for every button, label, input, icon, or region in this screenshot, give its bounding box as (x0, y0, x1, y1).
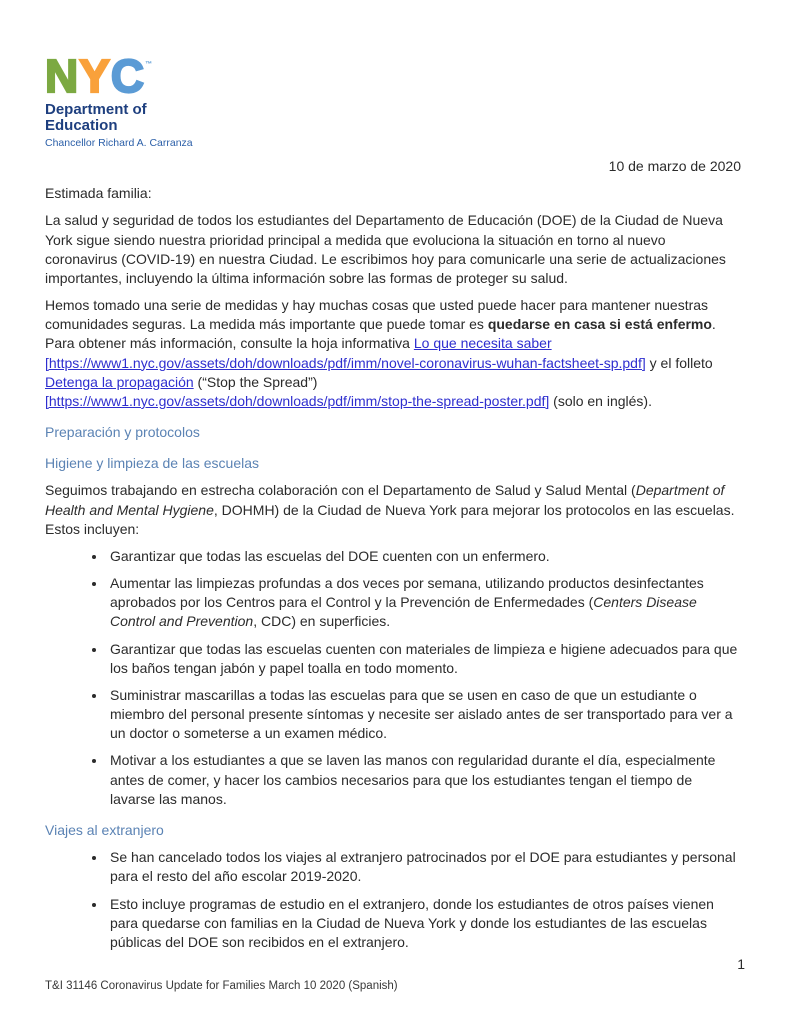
paragraph-collaboration (45, 481, 741, 539)
nyc-doe-logo (45, 0, 741, 149)
text-run: Aumentar las limpiezas profundas a dos veces por semana, utilizando productos desinfectantes aprobados por los Centros para el Control y la Prevención de Enfermedades ( (110, 575, 704, 611)
logo-letter-n: N (45, 50, 80, 102)
logo-letter-c: C (110, 50, 146, 102)
letter-date: 10 de marzo de 2020 (608, 158, 741, 174)
text-run: La salud y seguridad de todos los estudiantes del Departamento de Educación (DOE) de la Ciudad de Nueva York sigue siendo nuestra prioridad principal a medida que evoluciona la situación en torno al nuevo coronavirus (COVID-19) en nuestra Ciudad. Le escribimos hoy para comunicarle una serie de actualizaciones importantes, incluyendo la última información sobre las formas de proteger su salud. (45, 212, 726, 286)
text-run: (“Stop the Spread”) (193, 373, 318, 390)
logo-dept-line1: Department of (45, 101, 147, 118)
nyc-logo-letters (45, 46, 741, 102)
list-item (107, 848, 741, 886)
footer-doc-id: T&I 31146 Coronavirus Update for Families March 10 2020 (Spanish) (45, 980, 398, 992)
text-run: quedarse en casa si está enfermo (487, 316, 712, 333)
text-run: Suministrar mascarillas a todas las escuelas para que se usen en caso de que un estudiante o miembro del personal presente síntomas y necesite ser aislado antes de ser transportado para ver a un doctor o someterse a un examen médico. (110, 686, 733, 742)
text-run: Se han cancelado todos los viajes al extranjero patrocinados por el DOE para estudiantes y personal para el resto del año escolar 2019-2020. (110, 849, 736, 885)
hyperlink[interactable]: [https://www1.nyc.gov/assets/doh/downloads/pdf/imm/novel-coronavirus-wuhan-factsheet-sp.pdf] (45, 354, 646, 371)
text-run: Garantizar que todas las escuelas del DOE cuenten con un enfermero. (110, 547, 550, 564)
logo-dept-line2: Education (45, 117, 118, 134)
text-run: . Para obtener más información, consulte la hoja informativa (45, 316, 716, 352)
paragraph-intro (45, 211, 741, 288)
logo-letter-y: Y (79, 50, 111, 102)
list-item (107, 547, 741, 566)
logo-chancellor-line: Chancellor Richard A. Carranza (45, 137, 193, 149)
text-run: Hemos tomado una serie de medidas y hay muchas cosas que usted puede hacer para mantener nuestras comunidades seguras. La medida más importante que puede tomar es (45, 297, 709, 333)
list-item (107, 574, 741, 632)
text-run: , DOHMH) de la Ciudad de Nueva York para mejorar los protocolos en las escuelas. Estos incluyen: (45, 501, 735, 537)
text-run: Esto incluye programas de estudio en el extranjero, donde los estudiantes de otros países vienen para quedarse con familias en la Ciudad de Nueva York y donde los estudiantes de las escuelas públicas del DOE son recibidos en el extranjero. (110, 895, 714, 950)
hyperlink[interactable]: Detenga la propagación (45, 373, 194, 390)
salutation: Estimada familia: (45, 185, 152, 202)
paragraph-measures (45, 296, 741, 411)
text-run: Centers Disease Control and Prevention (110, 594, 697, 630)
text-run: Motivar a los estudiantes a que se laven las manos con regularidad durante el día, especialmente antes de comer, y hacer los cambios necesarios para que los estudiantes tengan el tiempo de lavarse las manos. (110, 752, 716, 807)
list-item (107, 686, 741, 744)
text-run: Seguimos trabajando en estrecha colaboración con el Departamento de Salud y Salud Mental ( (45, 482, 636, 499)
list-item (107, 751, 741, 809)
section-heading-preparation: Preparación y protocolos (45, 424, 200, 441)
page-number: 1 (737, 956, 745, 972)
trademark-icon: ™ (145, 61, 153, 68)
travel-bullet-list (45, 848, 741, 952)
hyperlink[interactable]: Lo que necesita saber (413, 335, 552, 352)
text-run: Department of Health and Mental Hygiene (45, 482, 725, 518)
hyperlink[interactable]: [https://www1.nyc.gov/assets/doh/downloads/pdf/imm/stop-the-spread-poster.pdf] (45, 392, 550, 409)
list-item (107, 895, 741, 953)
list-item (107, 640, 741, 678)
text-run: (solo en inglés). (549, 392, 652, 409)
section-heading-travel: Viajes al extranjero (45, 821, 164, 838)
text-run: , CDC) en superficies. (253, 613, 391, 630)
section-heading-hygiene: Higiene y limpieza de las escuelas (45, 455, 259, 472)
hygiene-bullet-list (45, 547, 741, 809)
text-run: y el folleto (645, 354, 713, 371)
text-run: Garantizar que todas las escuelas cuenten con materiales de limpieza e higiene adecuados para que los baños tengan jabón y papel toalla en todo momento. (110, 640, 738, 676)
